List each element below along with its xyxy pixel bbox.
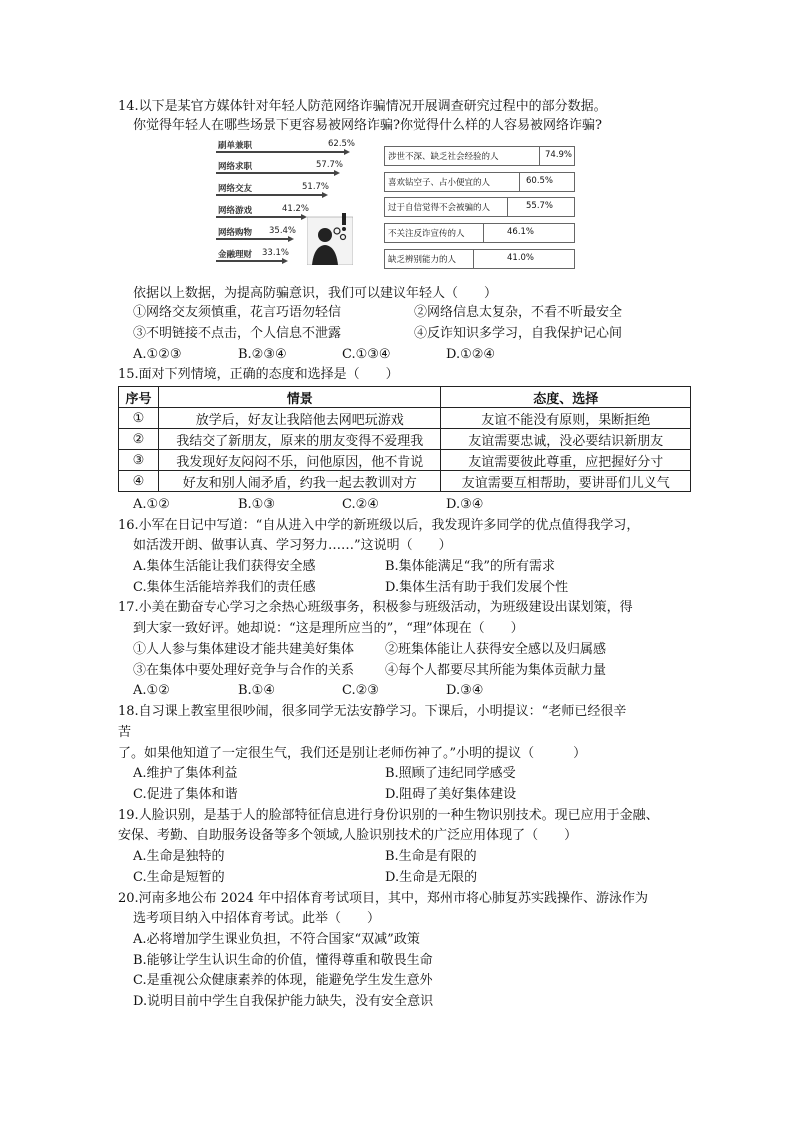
q15-option-b[interactable]: B.①③ — [238, 497, 275, 512]
q19-option-b[interactable]: B.生命是有限的 — [385, 849, 477, 864]
chart-row — [384, 249, 575, 269]
chart-bar — [216, 260, 282, 262]
table-cell: 我发现好友闷闷不乐，问他原因，他不肯说 — [158, 450, 440, 471]
q19-option-c[interactable]: C.生命是短暂的 — [133, 870, 225, 885]
table-header: 态度、选择 — [441, 387, 691, 408]
q18-option-b[interactable]: B.照顾了违纪同学感受 — [385, 766, 516, 781]
victim-type-bar-chart — [384, 146, 575, 270]
q20-stem-line1: 20.河南多地公布 2024 年中招体育考试项目，其中，郑州市将心肺复苏实践操作、游泳作为 — [118, 891, 649, 906]
q19-stem-line2: 安保、考勤、自助服务设备等多个领域,人脸识别技术的广泛应用体现了（ ） — [118, 828, 578, 843]
chart-row — [384, 223, 575, 243]
chart-bar — [216, 172, 334, 174]
table-cell: 友谊不能没有原则，果断拒绝 — [441, 408, 691, 429]
chart-value: 57.7% — [316, 160, 344, 170]
q16-option-b[interactable]: B.集体能满足“我”的所有需求 — [385, 559, 555, 574]
q19-option-d[interactable]: D.生命是无限的 — [385, 870, 478, 885]
chart-label: 涉世不深、缺乏社会经验的人 — [388, 152, 499, 162]
q18-stem-line3: 了。如果他知道了一定很生气，我们还是别让老师伤神了。”小明的提议（ ） — [118, 746, 587, 761]
chart-value: 33.1% — [262, 248, 290, 258]
q20-option-b[interactable]: B.能够让学生认识生命的价值，懂得尊重和敬畏生命 — [133, 953, 433, 968]
q17-option-b[interactable]: B.①④ — [238, 683, 275, 698]
table-header-row — [119, 387, 691, 408]
arrow-icon — [322, 192, 328, 198]
q17-item-2: ②班集体能让人获得安全感以及归属感 — [385, 642, 607, 657]
chart-row — [216, 182, 356, 204]
arrow-icon — [334, 170, 340, 176]
chart-value: 55.7% — [526, 201, 554, 211]
chart-label: 网络求职 — [218, 162, 253, 172]
table-row — [119, 408, 691, 429]
q14-item-4: ④反诈知识多学习，自我保护记心间 — [414, 326, 623, 341]
chart-bar — [216, 151, 344, 153]
q14-option-b[interactable]: B.②③④ — [238, 347, 287, 362]
chart-label: 网络交友 — [218, 184, 253, 194]
q20-stem-line2: 选考项目纳入中招体育考试。此举（ ） — [133, 911, 381, 926]
table-row — [119, 471, 691, 492]
table-header: 序号 — [119, 387, 159, 408]
q20-option-d[interactable]: D.说明目前中学生自我保护能力缺失，没有安全意识 — [133, 994, 434, 1009]
q17-item-3: ③在集体中要处理好竞争与合作的关系 — [133, 663, 355, 678]
chart-value: 51.7% — [302, 182, 330, 192]
q18-stem-line1: 18.自习课上教室里很吵闹，很多同学无法安静学习。下课后，小明提议：“老师已经很辛 — [118, 704, 627, 719]
chart-label: 缺乏辨别能力的人 — [388, 255, 457, 265]
chart-row — [384, 146, 575, 166]
table-cell: 友谊需要忠诚，没必要结识新朋友 — [441, 429, 691, 450]
table-cell: ① — [119, 408, 159, 429]
q16-stem-line2: 如活泼开朗、做事认真、学习努力……”这说明（ ） — [133, 538, 452, 553]
chart-value: 35.4% — [269, 226, 297, 236]
chart-bar — [216, 194, 322, 196]
chart-row — [384, 172, 575, 192]
q15-table — [118, 386, 691, 492]
table-cell: ③ — [119, 450, 159, 471]
q16-stem-line1: 16.小军在日记中写道：“自从进入中学的新班级以后，我发现许多同学的优点值得我学习， — [118, 518, 640, 533]
q19-option-a[interactable]: A.生命是独特的 — [133, 849, 225, 864]
q16-option-a[interactable]: A.集体生活能让我们获得安全感 — [133, 559, 316, 574]
chart-value: 41.2% — [282, 204, 310, 214]
chart-bar — [216, 216, 301, 218]
q16-option-d[interactable]: D.集体生活有助于我们发展个性 — [385, 580, 569, 595]
q14-option-d[interactable]: D.①②④ — [446, 347, 496, 362]
q18-option-c[interactable]: C.促进了集体和谐 — [133, 787, 238, 802]
table-row — [119, 429, 691, 450]
chart-row — [216, 139, 356, 161]
q17-option-d[interactable]: D.③④ — [446, 683, 484, 698]
q18-option-d[interactable]: D.阻碍了美好集体建设 — [385, 787, 517, 802]
arrow-icon — [282, 258, 288, 264]
chart-value: 62.5% — [328, 139, 356, 149]
q17-stem-line2: 到大家一致好评。她却说：“这是理所应当的”，“理”体现在（ ） — [133, 621, 524, 636]
q15-stem: 15.面对下列情境，正确的态度和选择是（ ） — [118, 367, 399, 382]
chart-label: 喜欢钻空子、占小便宜的人 — [388, 178, 491, 188]
table-row — [119, 450, 691, 471]
q17-option-c[interactable]: C.②③ — [342, 683, 379, 698]
arrow-icon — [344, 149, 350, 155]
table-cell: 好友和别人闹矛盾，约我一起去教训对方 — [158, 471, 440, 492]
table-cell: 放学后，好友让我陪他去网吧玩游戏 — [158, 408, 440, 429]
q19-stem-line1: 19.人脸识别，是基于人的脸部特征信息进行身份识别的一种生物识别技术。现已应用于金融、 — [118, 808, 659, 823]
table-cell: 友谊需要互相帮助，要讲哥们儿义气 — [441, 471, 691, 492]
chart-value: 41.0% — [507, 253, 535, 263]
chart-row — [384, 197, 575, 217]
q20-option-a[interactable]: A.必将增加学生课业负担，不符合国家“双减”政策 — [133, 932, 420, 947]
q14-option-c[interactable]: C.①③④ — [342, 347, 391, 362]
q18-stem-line2: 苦 — [118, 725, 132, 740]
q14-option-a[interactable]: A.①②③ — [133, 347, 182, 362]
q14-stem-line2: 你觉得年轻人在哪些场景下更容易被网络诈骗?你觉得什么样的人容易被网络诈骗? — [133, 118, 602, 133]
q14-stem-line1: 14.以下是某官方媒体针对年轻人防范网络诈骗情况开展调查研究过程中的部分数据。 — [118, 99, 607, 114]
table-header: 情景 — [158, 387, 440, 408]
chart-value: 74.9% — [545, 150, 573, 160]
q16-option-c[interactable]: C.集体生活能培养我们的责任感 — [133, 580, 316, 595]
chart-label: 不关注反诈宣传的人 — [388, 229, 465, 239]
q14-question: 依据以上数据，为提高防骗意识，我们可以建议年轻人（ ） — [133, 286, 498, 301]
chart-label: 网络购物 — [218, 228, 253, 238]
q15-option-d[interactable]: D.③④ — [446, 497, 484, 512]
q20-option-c[interactable]: C.是重视公众健康素养的体现，能避免学生发生意外 — [133, 973, 433, 988]
q17-item-4: ④每个人都要尽其所能为集体贡献力量 — [385, 663, 607, 678]
table-cell: ② — [119, 429, 159, 450]
table-cell: ④ — [119, 471, 159, 492]
chart-label: 金融理财 — [218, 250, 253, 260]
q15-option-a[interactable]: A.①② — [133, 497, 170, 512]
arrow-icon — [288, 236, 294, 242]
chart-bar — [216, 238, 288, 240]
q14-item-2: ②网络信息太复杂，不看不听最安全 — [414, 305, 623, 320]
q17-item-1: ①人人参与集体建设才能共建美好集体 — [133, 642, 355, 657]
q14-item-1: ①网络交友须慎重，花言巧语勿轻信 — [133, 305, 342, 320]
q15-option-c[interactable]: C.②④ — [342, 497, 379, 512]
q14-item-3: ③不明链接不点击，个人信息不泄露 — [133, 326, 342, 341]
table-cell: 友谊需要彼此尊重，应把握好分寸 — [441, 450, 691, 471]
chart-label: 网络游戏 — [218, 206, 253, 216]
chart-row — [216, 160, 356, 182]
q18-option-a[interactable]: A.维护了集体利益 — [133, 766, 238, 781]
chart-value: 60.5% — [526, 176, 554, 186]
q17-option-a[interactable]: A.①② — [133, 683, 170, 698]
q17-stem-line1: 17.小美在勤奋专心学习之余热心班级事务，积极参与班级活动，为班级建设出谋划策，得 — [118, 600, 633, 615]
table-cell: 我结交了新朋友，原来的朋友变得不爱理我 — [158, 429, 440, 450]
chart-label: 刷单兼职 — [218, 141, 253, 151]
chart-value: 46.1% — [507, 227, 535, 237]
chart-label: 过于自信觉得不会被骗的人 — [388, 203, 491, 213]
person-thinking-icon — [307, 213, 353, 265]
